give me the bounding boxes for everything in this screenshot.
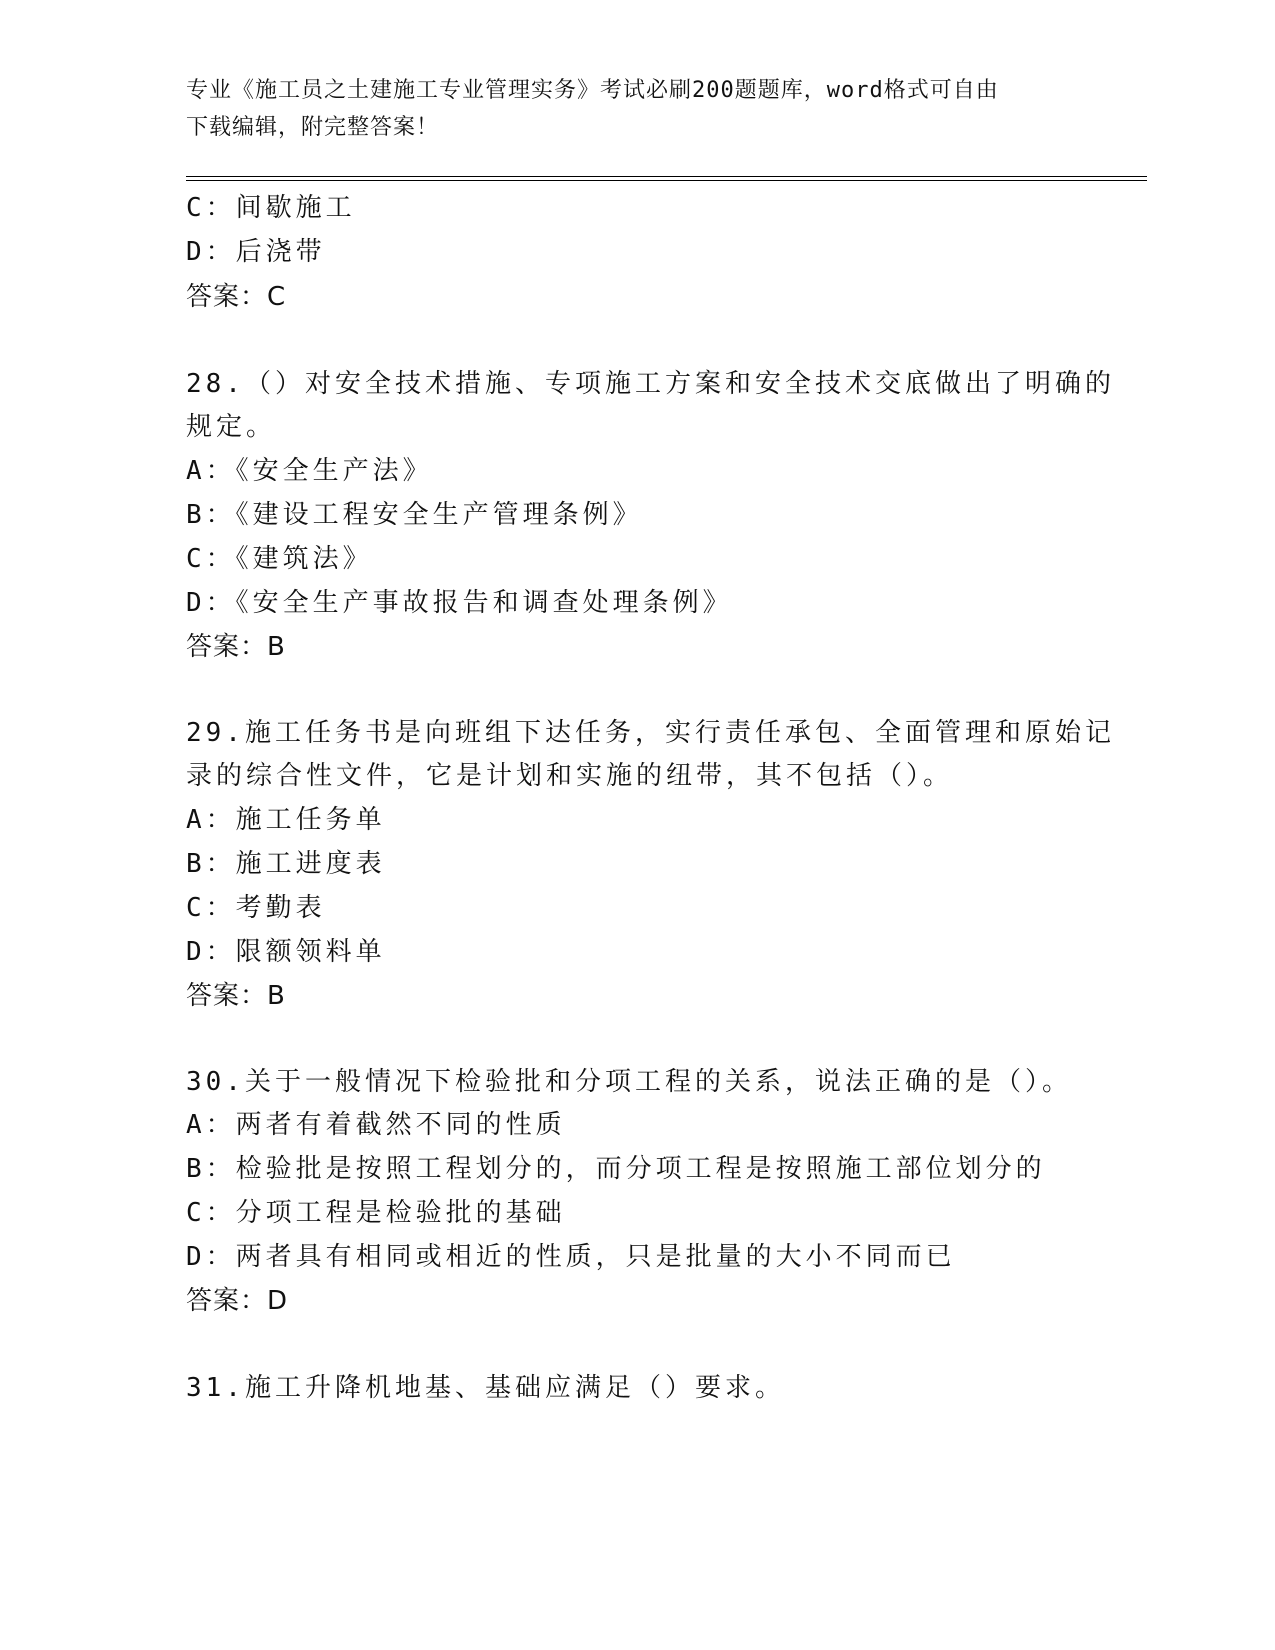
q28-option-c: C：《建筑法》 — [186, 544, 373, 574]
q31-stem-line-1: 31.施工升降机地基、基础应满足（）要求。 — [186, 1373, 785, 1403]
q28-option-d: D：《安全生产事故报告和调查处理条例》 — [186, 588, 733, 618]
header-line-1: 专业《施工员之土建施工专业管理实务》考试必刷200题题库，word格式可自由 — [186, 78, 999, 103]
q29-option-b: B：施工进度表 — [186, 849, 386, 879]
header-divider-bottom — [186, 180, 1147, 181]
q30-stem-line-1: 30.关于一般情况下检验批和分项工程的关系，说法正确的是（）。 — [186, 1067, 1072, 1097]
q27-option-d: D：后浇带 — [186, 237, 326, 267]
q29-stem-line-1: 29.施工任务书是向班组下达任务，实行责任承包、全面管理和原始记 — [186, 718, 1115, 748]
q28-option-a: A：《安全生产法》 — [186, 456, 433, 486]
page-header — [186, 72, 1076, 146]
q28-stem-line-2: 规定。 — [186, 412, 277, 442]
q30-answer: 答案：D — [186, 1286, 289, 1316]
q29-option-d: D：限额领料单 — [186, 937, 386, 967]
header-line-2: 下载编辑，附完整答案！ — [186, 115, 440, 140]
q28-option-b: B：《建设工程安全生产管理条例》 — [186, 500, 643, 530]
q30-option-b: B：检验批是按照工程划分的，而分项工程是按照施工部位划分的 — [186, 1154, 1046, 1184]
q27-option-c: C：间歇施工 — [186, 193, 356, 223]
q29-answer: 答案：B — [186, 981, 286, 1011]
q30-option-a: A：两者有着截然不同的性质 — [186, 1110, 566, 1140]
q28-answer: 答案：B — [186, 632, 286, 662]
q29-stem-line-2: 录的综合性文件，它是计划和实施的纽带，其不包括（）。 — [186, 761, 954, 791]
q28-stem-line-1: 28.（）对安全技术措施、专项施工方案和安全技术交底做出了明确的 — [186, 369, 1115, 399]
q30-option-d: D：两者具有相同或相近的性质，只是批量的大小不同而已 — [186, 1242, 956, 1272]
header-divider-top — [186, 176, 1147, 177]
q29-option-c: C：考勤表 — [186, 893, 326, 923]
q27-answer: 答案：C — [186, 282, 287, 312]
q29-option-a: A：施工任务单 — [186, 805, 386, 835]
q30-option-c: C：分项工程是检验批的基础 — [186, 1198, 566, 1228]
